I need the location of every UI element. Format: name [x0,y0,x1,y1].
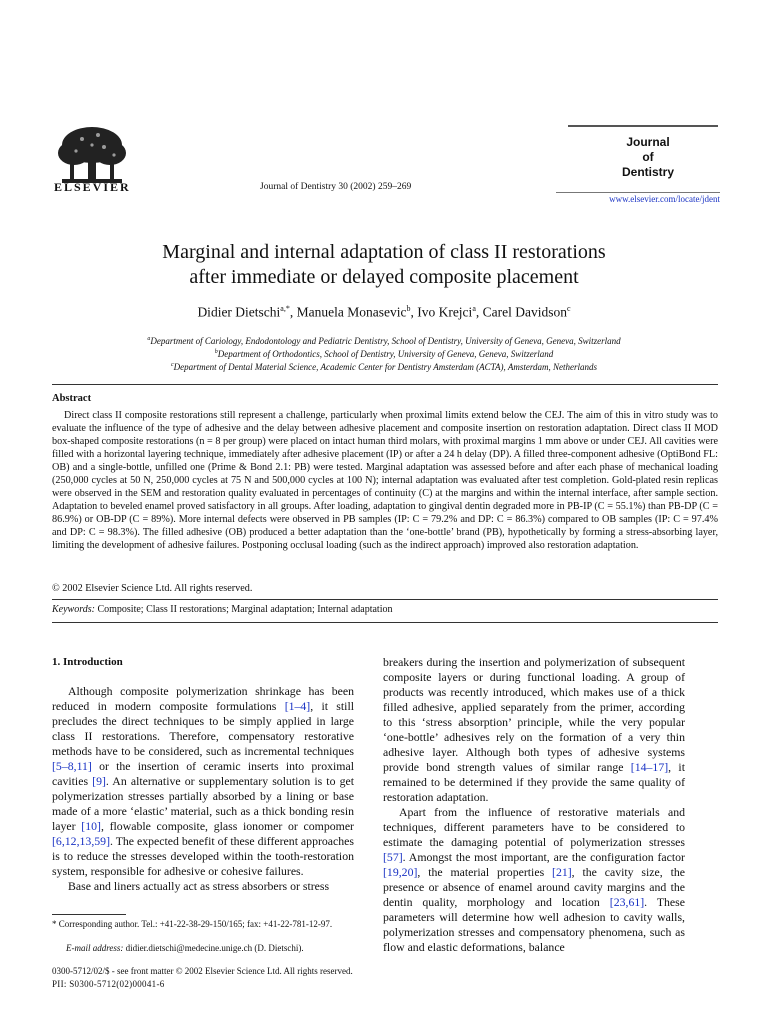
affiliation [60,349,708,359]
text-run: . The expected benefit of these different approaches is to reduce the stresses developed within the tooth-restoration system, responsible for adhesive or cohesive failures. [52,834,354,878]
divider [52,384,718,385]
email-label: E-mail address: [66,943,124,953]
divider [52,599,718,600]
citation-link[interactable]: [23,61] [609,895,645,909]
citation-link[interactable]: [57] [383,850,403,864]
publisher-name: ELSEVIER [54,180,131,194]
text-run: , the material properties [417,865,553,879]
author-name: Didier Dietschi [197,304,281,320]
text-run: . An alternative or supplementary solution is to get polymerization stresses partially absorbed by a lining or base made of a more ‘elastic’ material, such as a thick bonding resin layer [52,774,354,833]
citation-link[interactable]: [21] [552,865,572,879]
paragraph: Base and liners actually act as stress absorbers or stress [68,879,330,893]
text-run: breakers during the insertion and polymerization of subsequent composite layers or during functional loading. A group of products was recently introduced, which makes use of a thick filled adhesive, applied separately from the primer, according to this ‘stress absorption’ principle, while the very popular ‘one-bottle’ adhesives rely on the formation of a very thin adhesive layer. Although both types of adhesive systems provide bond strength values of similar range [383,655,685,774]
journal-title [578,135,718,180]
author-list: Didier Dietschi$^{a,*}$, Manuela Monasevic$^b$, Ivo Krejci$^a$, Carel Davidson$^c$ [197,304,571,320]
text-run: Although composite polymerization shrinkage has been reduced in modern composite formulations [52,684,354,713]
divider [556,192,720,193]
citation-link[interactable]: [1–4] [284,699,311,713]
author-sup: a [472,304,476,313]
journal-title-line: of [642,150,654,164]
citation-link[interactable]: [14–17] [630,760,669,774]
email-address: didier.dietschi@medecine.unige.ch (D. Dietschi). [123,943,304,953]
citation-link[interactable]: [9] [92,774,106,788]
author-name: Ivo Krejci [417,304,473,320]
title-line: after immediate or delayed composite placement [189,266,579,288]
title-line: Marginal and internal adaptation of class II restorations [162,241,606,263]
abstract-heading: Abstract [52,393,92,404]
paragraph [383,805,685,955]
front-matter: 0300-5712/02/$ - see front matter © 2002 Elsevier Science Ltd. All rights reserved. [52,966,353,976]
citation-link[interactable]: [5–8,11] [52,759,92,773]
citation-link[interactable]: [19,20] [383,865,418,879]
affiliation-sup: c [170,362,174,368]
text-run: , it remained to be determined if they provide the same quality of restoration adaptation. [383,760,685,804]
author-name: Carel Davidson [482,304,567,320]
footnote-divider [52,914,126,915]
copyright-notice: © 2002 Elsevier Science Ltd. All rights reserved. [52,583,253,594]
author-sup: c [566,304,571,313]
paragraph [383,655,685,805]
keywords [52,604,393,615]
affiliation-sup: b [214,349,218,355]
journal-title-line: Journal [626,135,670,149]
article-title [60,240,708,290]
body-column-right [383,655,685,955]
author-sup: b [406,304,411,313]
affiliation-text: Department of Cariology, Endodontology and Pediatric Dentistry, School of Dentistry, University of Geneva, Geneva, Switzerland [150,336,621,346]
affiliation-text: Department of Orthodontics, School of Dentistry, University of Geneva, Geneva, Switzerland [217,349,554,359]
text-run: . Amongst the most important, are the configuration factor [402,850,685,864]
author-name: Manuela Monasevic [296,304,407,320]
pii: PII: S0300-5712(02)00041-6 [52,979,165,989]
affiliation [60,336,708,346]
citation-link[interactable]: [10] [81,819,101,833]
text-run: or the insertion of ceramic inserts into proximal cavities [52,759,354,788]
citation-link[interactable]: [6,12,13,59] [52,834,110,848]
section-heading: 1. Introduction [52,656,123,668]
affiliation-sup: a [147,336,151,342]
journal-citation: Journal of Dentistry 30 (2002) 259–269 [260,182,412,192]
paragraph [52,684,354,879]
text-run: . These parameters will determine how well adhesion to cavity walls, polymerization stresses and compensatory phenomena, such as flow and elastic deformations, balance [383,895,685,954]
affiliation [60,362,708,372]
divider [52,622,718,623]
page-header [0,0,768,210]
body-column-left [52,655,354,894]
journal-url-link[interactable]: www.elsevier.com/locate/jdent [609,194,720,204]
journal-title-line: Dentistry [621,165,674,179]
affiliation-text: Department of Dental Material Science, Academic Center for Dentistry Amsterdam (ACTA), Amsterdam, Netherlands [173,362,598,372]
author-sup: a,* [280,304,290,313]
keywords-label: Keywords: [52,604,95,615]
footnote-corresponding: * Corresponding author. Tel.: +41-22-38-29-150/165; fax: +41-22-781-12-97. [52,919,333,929]
text-run: Apart from the influence of restorative materials and techniques, different parameters have to be considered to estimate the damaging potential of polymerization stresses [383,805,685,849]
footnote-email [52,942,354,954]
text-run: , it still precludes the direct techniques to be simply applied in large class II restorations. Therefore, compensatory restorative methods have to be considered, such as incremental techniques [52,699,354,758]
text-run: , flowable composite, glass ionomer or compomer [100,819,354,833]
journal-title-box [568,125,718,180]
keywords-list: Composite; Class II restorations; Marginal adaptation; Internal adaptation [97,604,393,615]
abstract-body: Direct class II composite restorations still represent a challenge, particularly when proximal limits extend below the CEJ. The aim of this in vitro study was to evaluate the influence of the type of adhesive and the delay between adhesive placement and composite insertion on restoration adaptation. Direct class II MOD box-shaped composite restorations (n = 8 per group) were placed on intact human third molars, with proximal margins 1 mm above or under CEJ. All cavities were filled with a horizontal layering technique, immediately after adhesive placement (IP) or after a 24 h delay (DP). A filled three-component adhesive (OptiBond FL: OB) and a single-bottle, unfilled one (Prime & Bond 2.1: PB) were tested. Marginal adaptation was assessed before and after each phase of mechanical loading (250,000 cycles at 50 N, 250,000 cycles at 75 N and 500,000 cycles at 100 N); internal adaptation was evaluated after test completion. Gold-plated resin replicas were observed in the SEM and restoration quality evaluated in percentages of continuity (C) at the margins and within the internal interface, after sample section. Adaptation to beveled enamel proved satisfactory in all groups. After loading, adaptation to gingival dentin degraded more in PB-IP (C = 55.1%) than PB-DP (C = 86.9%) or OB-DP (C = 89%). More internal defects were observed in PB samples (IP: C = 79.2% and DP: C = 86.3%) compared to OB samples (IP: C = 97.4% and DP: C = 98.3%). The filled adhesive (OB) produced a better adaptation than the ‘one-bottle’ brand (PB), hypothetically by forming a stress-absorbing layer, limiting the development of adhesive failures. Postponing occlusal loading (such as the indirect approach) improved also restoration adaptation. [52,410,718,551]
text-run: , the cavity size, the presence or absence of enamel around cavity margins and the dentin quality, morphology and location [383,865,685,909]
